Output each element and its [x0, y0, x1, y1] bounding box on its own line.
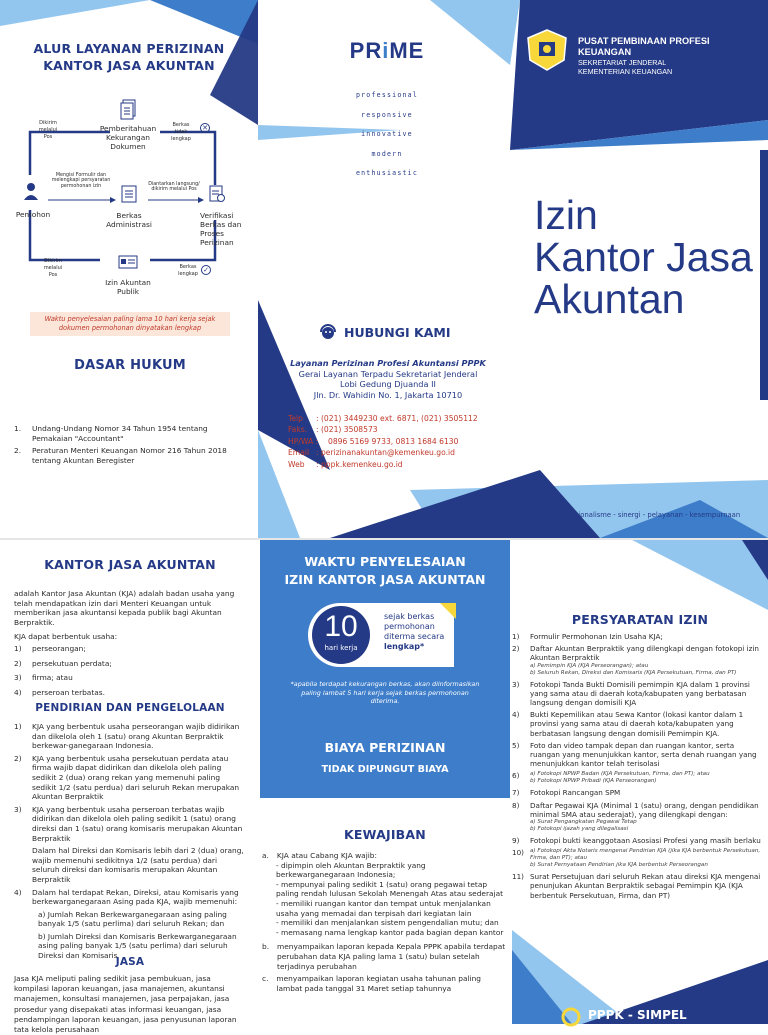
- pendirian-item: b) Jumlah Direksi dan Komisaris Berkewarganegaraan asing paling banyak 1/5 (satu perlima) dari seluruh Direksi dan Komisaris: [38, 931, 237, 961]
- persyaratan-item: 2) Daftar Akuntan Berpraktik yang dilengkapi dengan fotokopi izin Akuntan Berpraktik a) Pemimpin KJA (KJA Perseorangan); atau b) Seluruh Rekan, Direksi dan Komisaris (KJA Persekutuan, Firma, dan PT): [512, 644, 759, 676]
- persyaratan-item: 8) Daftar Pegawai KJA (Minimal 1 (satu) orang, dengan pendidikan minimal SMA atau sederajat), yang dilengkapi dengan: a) Surat Pengangkatan Pegawai Tetap b) Fotokopi ijazah yang dilegalisasi: [512, 800, 759, 833]
- simpel-logo-icon: [560, 1006, 582, 1024]
- kja-bentuk-list: [14, 644, 246, 702]
- edge-mengisi-formulir: Mengisi Formulir dan melengkapi persyaratan permohonan izin: [51, 173, 111, 189]
- kewajiban-b: b. menyampaikan laporan kepada Kepala PPPK apabila terdapat perubahan data KJA paling lama 1 (satu) bulan setelah terjadinya perubahan: [262, 942, 506, 971]
- kewajiban-body: [262, 851, 506, 993]
- verify-document-icon: [208, 184, 226, 204]
- edge-dikirim-pos-bottom: Dikirim melalui Pos: [43, 258, 63, 278]
- node-izin: Izin Akuntan Publik: [105, 278, 151, 296]
- kewajiban-a: a. KJA atau Cabang KJA wajib:: [262, 851, 377, 860]
- dasar-title: DASAR HUKUM: [74, 358, 186, 373]
- document-stack-icon: [118, 98, 140, 122]
- node-berkas-administrasi: Berkas Administrasi: [106, 211, 152, 229]
- waktu-title-line1: WAKTU PENYELESAIAN: [304, 554, 466, 569]
- bentuk-item: 3) firma; atau: [14, 673, 73, 683]
- persyaratan-item: 3) Fotokopi Tanda Bukti Domisili pemimpin KJA dalam 1 provinsi yang sama atau di daerah kota/kabupaten yang berbatasan langsung dengan domisili KJA: [512, 679, 750, 708]
- hubungi-line1: Layanan Perizinan Profesi Akuntansi PPPK: [290, 358, 486, 368]
- contact-row: HP/WA : 0896 5169 9733, 0813 1684 6130: [288, 436, 459, 446]
- hero-line3: Akuntan: [534, 276, 685, 322]
- persyaratan-item: 5) Foto dan video tampak depan dan ruangan kantor, serta ruangan yang menunjukkan kantor, serta denah ruangan yang menunjukkan kantor telah terisolasi: [512, 740, 757, 769]
- jasa-text: Jasa KJA meliputi paling sedikit jasa pembukuan, jasa kompilasi laporan keuangan, jasa manajemen, akuntansi manajemen, konsultasi manajemen, jasa perpajakan, jasa prosedur yang disepakati atas informasi keuangan, jasa pendampingan laporan keuangan, jasa penyusunan laporan tata kelola perusahaan: [14, 974, 237, 1035]
- prime-value: professional: [355, 91, 419, 99]
- prime-value: innovative: [361, 130, 413, 138]
- pendirian-item: 3) KJA yang berbentuk usaha perseroan terbatas wajib didirikan dan dikelola oleh paling sedikit 1 (satu) orang direksi dan 1 (satu) orang komisaris merupakan Akuntan Berpraktik: [14, 804, 243, 843]
- kewajiban-c: c. menyampaikan laporan kegiatan usaha tahunan paling lambat pada tanggal 31 Maret setiap tahunnya: [262, 974, 482, 993]
- persyaratan-item: 1) Formulir Permohonan Izin Usaha KJA;: [512, 632, 663, 641]
- kemenkeu-logo: [524, 28, 570, 72]
- persyaratan-list: [512, 632, 764, 903]
- hubungi-line2: Gerai Layanan Terpadu Sekretariat Jenderal: [298, 368, 478, 379]
- alur-title-line1: ALUR LAYANAN PERIZINAN: [33, 41, 225, 56]
- simpel-badge: [560, 1006, 687, 1024]
- waktu-number: 10: [324, 610, 358, 643]
- waktu-title: [262, 553, 508, 589]
- kewajiban-a-items: - dipimpin oleh Akuntan Berpraktik yang berkewarganegaraan Indonesia; - mempunyai paling sedikit 1 (satu) orang pegawai tetap paling rendah lulusan Sekolah Menengah Atas atau sederajat - memiliki ruangan kantor dan tempat untuk menjalankan usaha yang memadai dan terpisah dari kegiatan lain - memiliki dan menjalankan sistem pengendalian mutu; dan - memasang nama lengkap kantor pada bagian depan kantor: [276, 860, 504, 937]
- org-block: [578, 36, 764, 76]
- prime-values: [332, 86, 442, 184]
- org-line2: SEKRETARIAT JENDERAL: [578, 58, 667, 67]
- pendirian-item: 2) KJA yang berbentuk usaha persekutuan perdata atau firma wajib dapat didirikan dan dikelola oleh paling sedikit 2 (dua) orang rekan yang memenuhi paling sedikit 1/2 (satu perdua) dari seluruh Rekan merupakan Akuntan Berpraktik: [14, 753, 240, 802]
- hero-line1: Izin: [534, 192, 598, 238]
- node-verifikasi: Verifikasi Berkas dan Proses Perizinan: [200, 211, 242, 247]
- kja-title: KANTOR JASA AKUNTAN: [44, 557, 216, 572]
- bentuk-item: 2) persekutuan perdata;: [14, 658, 112, 668]
- alur-title-line2: KANTOR JASA AKUNTAN: [43, 58, 215, 73]
- pendirian-title: PENDIRIAN DAN PENGELOLAAN: [35, 702, 225, 714]
- persyaratan-item: 9) Fotokopi bukti keanggotaan Asosiasi Profesi yang masih berlaku: [512, 836, 761, 846]
- edge-berkas-tidak-lengkap: Berkas tidak lengkap: [171, 122, 191, 142]
- persyaratan-item: 7) Fotokopi Rancangan SPM: [512, 788, 621, 798]
- contact-row[interactable]: Email : perizinanakuntan@kemenkeu.go.id: [288, 448, 455, 458]
- hero-accent-bar: [760, 150, 768, 400]
- pendirian-list: [14, 722, 246, 964]
- persyaratan-item: 6) a) Fotokopi NPWP Badan (KJA Persekutuan, Firma, dan PT); atau b) Fotokopi NPWP Pribadi (KJA Perseorangan): [512, 771, 710, 785]
- prime-value: modern: [371, 149, 403, 158]
- hubungi-address: [268, 358, 508, 400]
- hubungi-header: [318, 322, 450, 342]
- hubungi-contacts: [288, 413, 508, 470]
- headset-icon: [318, 322, 338, 342]
- dasar-list: [14, 424, 246, 468]
- simpel-label: PPPK - SIMPEL: [588, 1008, 687, 1022]
- waktu-unit: hari kerja: [324, 644, 358, 652]
- file-list-icon: [120, 184, 138, 204]
- biaya-subtitle: TIDAK DIPUNGUT BIAYA: [321, 764, 449, 775]
- prime-logo: PRiME: [349, 38, 425, 63]
- approve-icon: ✓: [201, 265, 211, 275]
- persyaratan-item: 4) Bukti Kepemilikan atau Sewa Kantor (lokasi kantor dalam 1 provinsi yang sama atau di daerah kota/kabupaten yang berbatasan langsung dengan domisili Pemimpin KJA.: [512, 710, 744, 738]
- kja-intro: adalah Kantor Jasa Akuntan (KJA) adalah badan usaha yang telah mendapatkan izin dari Menteri Keuangan untuk memberikan jasa akuntansi kepada publik bagi Akuntan Berpraktik.: [14, 589, 235, 627]
- waktu-desc: sejak berkas permohonan diterma secara lengkap*: [384, 612, 445, 651]
- prime-value: enthusiastic: [355, 169, 419, 177]
- node-pemohon: Pemohon: [15, 210, 51, 219]
- org-line3: KEMENTERIAN KEUANGAN: [578, 67, 673, 76]
- reject-icon: ✕: [200, 123, 210, 133]
- bentuk-item: 4) perseroan terbatas.: [14, 687, 105, 697]
- persyaratan-title: PERSYARATAN IZIN: [571, 612, 709, 627]
- license-card-icon: [118, 254, 138, 270]
- dasar-item: 2. Peraturan Menteri Keuangan Nomor 216 Tahun 2018 tentang Akuntan Beregister: [14, 446, 227, 465]
- waktu-circle: [312, 606, 370, 664]
- node-pemberitahuan: Pemberitahuan Kekurangan Dokumen: [99, 124, 157, 151]
- bentuk-item: 1) perseorangan;: [14, 644, 86, 653]
- waktu-footnote: *apabila terdapat kekurangan berkas, akan diinformasikan paling lambat 5 hari kerja sejak berkas permohonan diterima.: [290, 680, 480, 706]
- hubungi-line3: Lobi Gedung Djuanda II: [340, 379, 436, 389]
- waktu-title-line2: IZIN KANTOR JASA AKUNTAN: [284, 572, 486, 587]
- alur-note-text: Waktu penyelesaian paling lama 10 hari kerja sejak dokumen permohonan dinyatakan lengkap: [44, 315, 216, 332]
- hubungi-title: HUBUNGI KAMI: [344, 324, 451, 340]
- persyaratan-item: 11) Surat Persetujuan dari seluruh Rekan atau direksi KJA mengenai penunjukan Akuntan Berpraktik sebagai Pemimpin KJA (KJA berbentuk Persekutuan, Firma, dan PT): [512, 872, 761, 900]
- hubungi-line4: Jln. Dr. Wahidin No. 1, Jakarta 10710: [313, 389, 463, 400]
- biaya-title: BIAYA PERIZINAN: [324, 740, 446, 755]
- values-strip: integritas - profesionalisme - sinergi - pelayanan - kesempurnaan: [518, 511, 741, 519]
- contact-row: Faks. : (021) 3508573: [288, 425, 378, 435]
- pendirian-item: 1) KJA yang berbentuk usaha perseorangan wajib didirikan dan dikelola oleh 1 (satu) orang Akuntan Berpraktik berkewar-ganegaraan Indonesia.: [14, 722, 240, 751]
- edge-berkas-lengkap: Berkas lengkap: [178, 264, 198, 277]
- persyaratan-item: 10) a) Fotokopi Akta Notaris mengenai Pendirian KJA (jika KJA berbentuk Persekutuan, Firma, dan PT); atau b) Surat Pernyataan Pendirian jika KJA berbentuk Perseorangan: [512, 848, 761, 869]
- jasa-title: JASA: [115, 956, 145, 968]
- contact-row[interactable]: Web : pppk.kemenkeu.go.id: [288, 459, 403, 469]
- prime-value: responsive: [361, 110, 413, 119]
- dasar-item: 1. Undang-Undang Nomor 34 Tahun 1954 tentang Pemakaian "Accountant": [14, 424, 208, 443]
- alur-note: [30, 312, 230, 336]
- edge-dikirim-pos-top: Dikirim melalui Pos: [38, 120, 58, 140]
- contact-row: Telp : (021) 3449230 ext. 6871, (021) 3505112: [288, 414, 478, 423]
- hero-line2: Kantor Jasa: [534, 234, 753, 280]
- hero-title: [534, 194, 764, 320]
- edge-diantarkan: Diantarkan langsung/ dikirim melalui Pos: [148, 182, 200, 193]
- person-icon: [22, 181, 40, 201]
- pendirian-item: Dalam hal Direksi dan Komisaris lebih dari 2 (dua) orang, wajib memenuhi sedikitnya 1/2 (satu perdua) dari seluruh direksi dan komisaris merupakan Akuntan Berpraktik: [32, 846, 244, 884]
- kewajiban-title: KEWAJIBAN: [344, 827, 426, 842]
- pendirian-item: 4) Dalam hal terdapat Rekan, Direksi, atau Komisaris yang berkewarganegaraan Asing pada KJA, wajib memenuhi:: [14, 887, 239, 907]
- org-line1: PUSAT PEMBINAAN PROFESI KEUANGAN: [578, 36, 710, 57]
- pendirian-item: a) Jumlah Rekan Berkewarganegaraan asing paling banyak 1/5 (satu perlima) dari seluruh Rekan; dan: [38, 909, 227, 929]
- kja-bentuk-intro: KJA dapat berbentuk usaha:: [14, 632, 118, 641]
